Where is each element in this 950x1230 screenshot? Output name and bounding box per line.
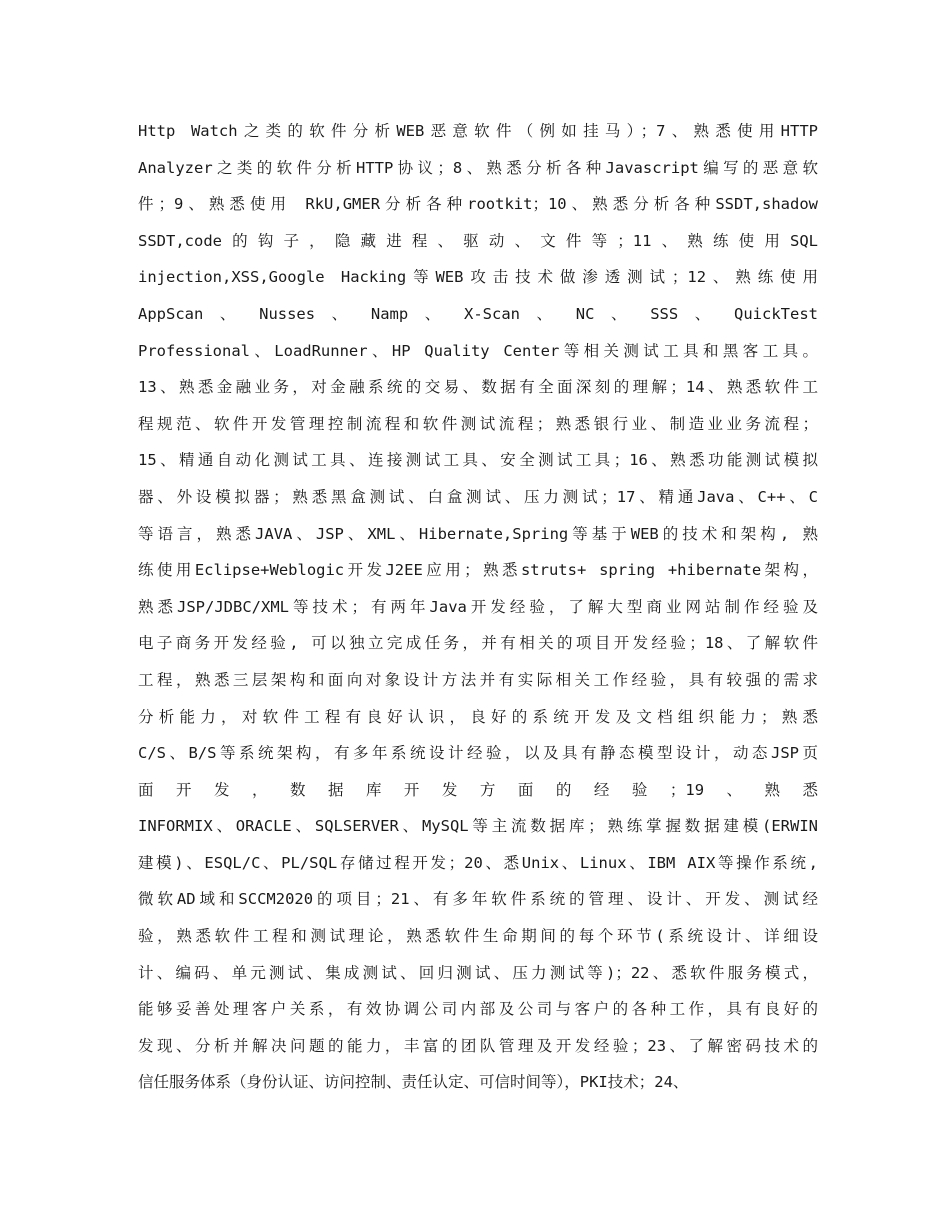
text-line: Professional、LoadRunner、HP Quality Center等相关测试工具和黑客工具。 xyxy=(138,341,818,360)
text-line: 发现、分析并解决问题的能力，丰富的团队管理及开发经验；23、了解密码技术的 xyxy=(138,1036,818,1055)
text-line: AppScan 、 Nusses 、 Namp 、 X-Scan 、 NC 、 SSS 、 QuickTest xyxy=(138,304,818,323)
text-line: 信任服务体系（身份认证、访问控制、责任认定、可信时间等），PKI技术；24、 xyxy=(138,1073,689,1092)
text-line: injection,XSS,Google Hacking等WEB攻击技术做渗透测试；12、熟练使用 xyxy=(138,268,818,287)
text-line: 件；9、熟悉使用 RkU,GMER分析各种rootkit；10、熟悉分析各种SSDT,shadow xyxy=(138,195,818,214)
text-line: 练使用Eclipse+Weblogic开发J2EE应用；熟悉struts+ spring +hibernate架构， xyxy=(138,561,818,580)
text-line: 工程，熟悉三层架构和面向对象设计方法并有实际相关工作经验，具有较强的需求 xyxy=(138,670,818,689)
text-line: 面开发，数据库开发方面的经验；19、熟悉 xyxy=(138,780,818,799)
text-line: 能够妥善处理客户关系，有效协调公司内部及公司与客户的各种工作，具有良好的 xyxy=(138,1000,818,1019)
text-line: 电子商务开发经验, 可以独立完成任务，并有相关的项目开发经验；18、了解软件 xyxy=(138,634,818,653)
text-line: Http Watch之类的软件分析WEB恶意软件（例如挂马）；7、熟悉使用HTTP xyxy=(138,122,818,140)
text-line: 器、外设模拟器；熟悉黑盒测试、白盒测试、压力测试；17、精通Java、C++、C xyxy=(138,487,818,506)
text-line: 分析能力，对软件工程有良好认识，良好的系统开发及文档组织能力；熟悉 xyxy=(138,707,818,726)
text-line: 15、精通自动化测试工具、连接测试工具、安全测试工具；16、熟悉功能测试模拟 xyxy=(138,451,818,470)
text-line: 验，熟悉软件工程和测试理论，熟悉软件生命期间的每个环节(系统设计、详细设 xyxy=(138,927,818,946)
text-line: SSDT,code的钩子，隐藏进程、驱动、文件等；11、熟练使用SQL xyxy=(138,231,818,250)
text-line: 微软AD域和SCCM2020的项目；21、有多年软件系统的管理、设计、开发、测试经 xyxy=(138,890,818,909)
text-line: 建模)、ESQL/C、PL/SQL存储过程开发；20、悉Unix、Linux、IBM AIX等操作系统, xyxy=(138,853,818,872)
text-line: INFORMIX、ORACLE、SQLSERVER、MySQL等主流数据库；熟练掌握数据建模(ERWIN xyxy=(138,817,818,836)
text-line: 计、编码、单元测试、集成测试、回归测试、压力测试等)；22、悉软件服务模式， xyxy=(138,963,818,982)
text-line: 13、熟悉金融业务，对金融系统的交易、数据有全面深刻的理解；14、熟悉软件工 xyxy=(138,378,818,397)
text-line: C/S、B/S等系统架构，有多年系统设计经验，以及具有静态模型设计，动态JSP页 xyxy=(138,744,818,763)
text-line: 程规范、软件开发管理控制流程和软件测试流程；熟悉银行业、制造业业务流程； xyxy=(138,414,818,433)
text-line: Analyzer之类的软件分析HTTP协议；8、熟悉分析各种Javascript编写的恶意软 xyxy=(138,158,818,177)
text-line: 熟悉JSP/JDBC/XML等技术；有两年Java开发经验，了解大型商业网站制作经验及 xyxy=(138,597,818,616)
body-text xyxy=(138,119,818,1107)
text-line: 等语言，熟悉JAVA、JSP、XML、Hibernate,Spring等基于WEB的技术和架构, 熟 xyxy=(138,524,818,543)
